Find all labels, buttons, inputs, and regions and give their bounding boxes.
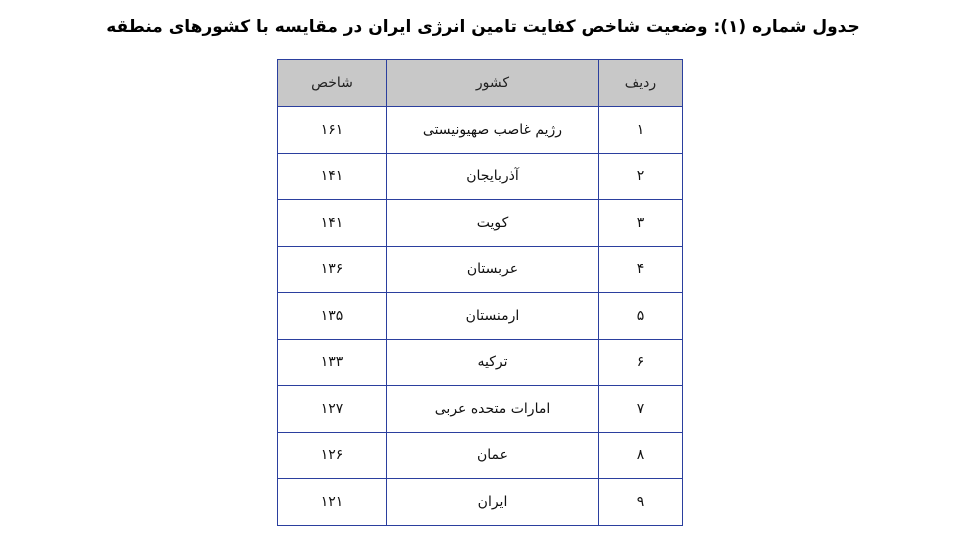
table-row xyxy=(278,200,683,247)
header-index: شاخص xyxy=(278,60,387,107)
table-row xyxy=(278,386,683,433)
table-body xyxy=(278,107,683,526)
table-row xyxy=(278,479,683,526)
table-caption: جدول شماره (۱): وضعیت شاخص کفایت تامین انرژی ایران در مقایسه با کشورهای منطقه xyxy=(106,17,860,37)
cell-country: ایران xyxy=(387,479,599,526)
cell-index: ۱۲۶ xyxy=(278,432,387,479)
cell-country: عربستان xyxy=(387,246,599,293)
cell-country: ارمنستان xyxy=(387,293,599,340)
table-header xyxy=(278,60,683,107)
cell-row-number: ۱ xyxy=(599,107,683,154)
table-row xyxy=(278,432,683,479)
cell-index: ۱۲۱ xyxy=(278,479,387,526)
cell-index: ۱۳۶ xyxy=(278,246,387,293)
table-row xyxy=(278,246,683,293)
table-row xyxy=(278,153,683,200)
header-row xyxy=(278,60,683,107)
cell-index: ۱۶۱ xyxy=(278,107,387,154)
cell-row-number: ۴ xyxy=(599,246,683,293)
cell-row-number: ۵ xyxy=(599,293,683,340)
cell-row-number: ۶ xyxy=(599,339,683,386)
cell-index: ۱۳۵ xyxy=(278,293,387,340)
energy-index-table xyxy=(277,59,683,526)
cell-index: ۱۴۱ xyxy=(278,200,387,247)
cell-country: آذربایجان xyxy=(387,153,599,200)
cell-index: ۱۳۳ xyxy=(278,339,387,386)
table-row xyxy=(278,107,683,154)
header-row-number: ردیف xyxy=(599,60,683,107)
cell-country: امارات متحده عربی xyxy=(387,386,599,433)
cell-index: ۱۴۱ xyxy=(278,153,387,200)
cell-country: رژیم غاصب صهیونیستی xyxy=(387,107,599,154)
cell-index: ۱۲۷ xyxy=(278,386,387,433)
table-row xyxy=(278,293,683,340)
cell-row-number: ۳ xyxy=(599,200,683,247)
table-row xyxy=(278,339,683,386)
cell-row-number: ۸ xyxy=(599,432,683,479)
cell-country: عمان xyxy=(387,432,599,479)
cell-row-number: ۷ xyxy=(599,386,683,433)
cell-row-number: ۹ xyxy=(599,479,683,526)
header-country: کشور xyxy=(387,60,599,107)
cell-country: کویت xyxy=(387,200,599,247)
cell-country: ترکیه xyxy=(387,339,599,386)
cell-row-number: ۲ xyxy=(599,153,683,200)
